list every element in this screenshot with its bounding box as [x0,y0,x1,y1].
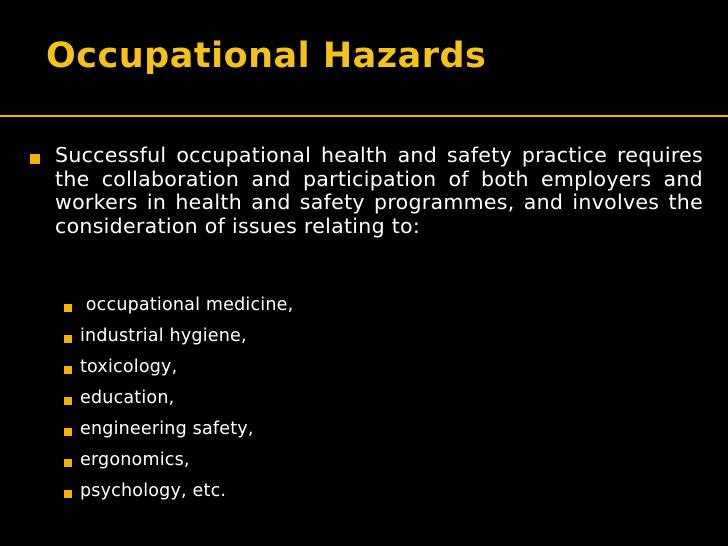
list-item-text: occupational medicine, [80,295,294,315]
slide-content [0,117,728,546]
list-item-text: ergonomics, [80,450,190,470]
sub-bullet-marker [64,490,72,498]
list-item-text: engineering safety, [80,419,254,439]
sub-bullet-marker [64,304,72,312]
sub-bullet-marker [64,335,72,343]
list-item-text: education, [80,388,175,408]
sub-bullet-marker [64,397,72,405]
slide-title: Occupational Hazards [46,36,487,76]
list-item-text: psychology, etc. [80,481,227,501]
sub-bullet-marker [64,366,72,374]
sub-bullet-marker [64,428,72,436]
list-item-text: industrial hygiene, [80,326,247,346]
main-bullet-marker [30,154,40,164]
sub-bullet-marker [64,459,72,467]
list-item-text: toxicology, [80,357,178,377]
title-bar [0,0,728,115]
main-paragraph: Successful occupational health and safety practice requires the collaboration and participation of both employers and workers in health and safety programmes, and involves the consideration of issues relating to: [55,143,703,238]
